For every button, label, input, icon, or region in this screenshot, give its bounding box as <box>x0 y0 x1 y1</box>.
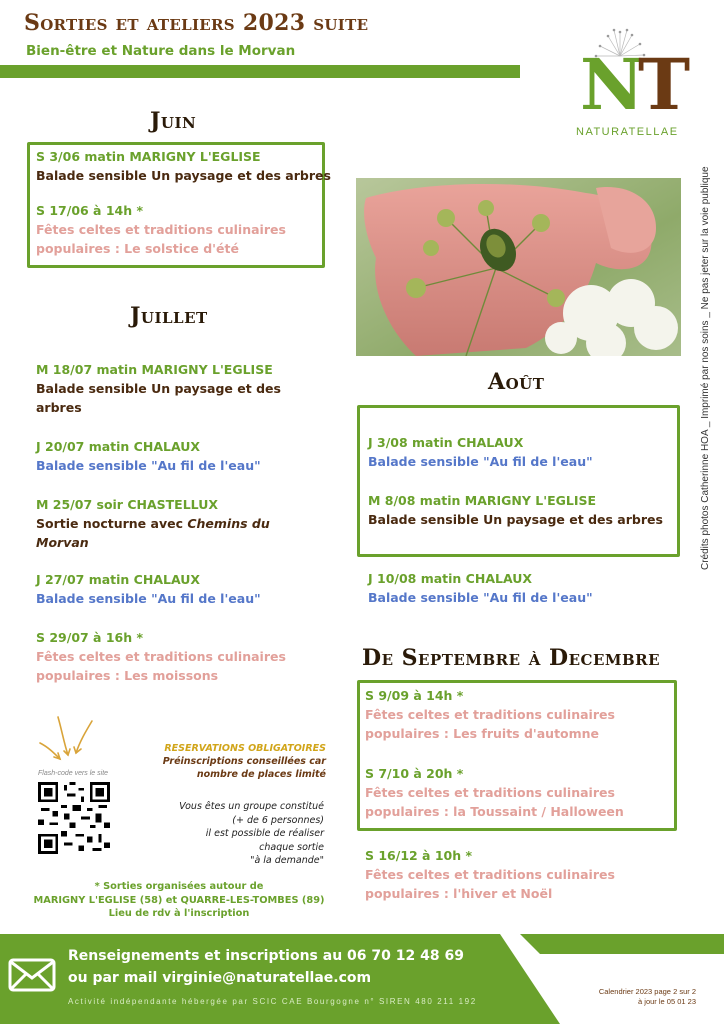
event-title: populaires : Les fruits d'automne <box>365 726 600 741</box>
event-juin-1 <box>36 147 331 185</box>
logo-mark: NT <box>580 43 685 126</box>
event-date: J 10/08 matin CHALAUX <box>368 571 533 586</box>
event-date: S 17/06 à 14h * <box>36 203 144 218</box>
event-date: M 18/07 matin MARIGNY L'EGLISE <box>36 362 273 377</box>
page-title: Sorties et ateliers 2023 suite <box>24 10 369 36</box>
event-title: Sortie nocturne avec Chemins du <box>36 516 270 531</box>
event-date: S 7/10 à 20h * <box>365 766 464 781</box>
event-juin-2 <box>36 201 286 258</box>
footer-legal: Activité indépendante hébergée par SCIC CAE Bourgogne n° SIREN 480 211 192 <box>68 997 477 1006</box>
event-juillet-4 <box>36 570 261 608</box>
page-subtitle: Bien-être et Nature dans le Morvan <box>26 43 296 59</box>
event-date: J 20/07 matin CHALAUX <box>36 439 201 454</box>
event-date: J 3/08 matin CHALAUX <box>368 435 524 450</box>
event-title: Balade sensible "Au fil de l'eau" <box>368 454 593 469</box>
event-title: Balade sensible Un paysage et des arbres <box>36 168 331 183</box>
event-date: S 16/12 à 10h * <box>365 848 473 863</box>
event-title: Balade sensible Un paysage et des <box>36 381 281 396</box>
logo <box>570 28 685 148</box>
aout-frame <box>357 405 680 557</box>
beetle-photo <box>356 178 681 356</box>
event-juillet-1 <box>36 360 281 417</box>
groupe-note: Vous êtes un groupe constitué (+ de 6 personnes) il est possible de réaliser chaque sortie "à la demande" <box>179 801 324 866</box>
event-date: M 25/07 soir CHASTELLUX <box>36 497 218 512</box>
event-juillet-5 <box>36 628 286 685</box>
photo-credits: Crédits photos Catherinne HOA _ Imprimé par nos soins _ Ne pas jeter sur la voie publique <box>700 166 711 570</box>
header-bar <box>0 65 520 78</box>
logo-name: NATURATELLAE <box>576 126 679 138</box>
month-juillet-heading: Juillet <box>130 303 208 329</box>
event-title: Fêtes celtes et traditions culinaires <box>365 707 615 722</box>
event-title: Morvan <box>36 535 89 550</box>
event-title: Balade sensible "Au fil de l'eau" <box>368 590 593 605</box>
event-aout-3 <box>368 569 593 607</box>
event-title: Balade sensible Un paysage et des arbres <box>368 512 663 527</box>
event-title: populaires : Le solstice d'été <box>36 241 239 256</box>
event-date: S 3/06 matin MARIGNY L'EGLISE <box>36 149 261 164</box>
event-aout-2 <box>368 491 663 529</box>
event-title: populaires : l'hiver et Noël <box>365 886 553 901</box>
sorties-note: * Sorties organisées autour de MARIGNY L'EGLISE (58) et QUARRE-LES-TOMBES (89) Lieu de rdv à l'inscription <box>33 881 325 919</box>
event-title: populaires : la Toussaint / Halloween <box>365 804 624 819</box>
calendar-page-info: Calendrier 2023 page 2 sur 2 à jour le 05 01 23 <box>598 987 696 1006</box>
event-automne-2 <box>365 764 624 821</box>
month-aout-heading: Août <box>488 369 545 395</box>
event-date: M 8/08 matin MARIGNY L'EGLISE <box>368 493 597 508</box>
event-date: S 29/07 à 16h * <box>36 630 144 645</box>
event-date: S 9/09 à 14h * <box>365 688 464 703</box>
event-juillet-3 <box>36 495 270 552</box>
mail-icon <box>8 958 56 992</box>
month-juin-heading: Juin <box>150 108 197 134</box>
event-date: J 27/07 matin CHALAUX <box>36 572 201 587</box>
event-title: Fêtes celtes et traditions culinaires <box>36 222 286 237</box>
event-juillet-2 <box>36 437 261 475</box>
event-title: populaires : Les moissons <box>36 668 219 683</box>
event-automne-3 <box>365 846 615 903</box>
reservations-heading: RESERVATIONS OBLIGATOIRES <box>164 743 326 754</box>
footer <box>0 934 724 1024</box>
reservations-note: RESERVATIONS OBLIGATOIRES Préinscriptions conseillées car nombre de places limité <box>150 742 326 781</box>
arrows-icon <box>34 713 96 763</box>
qr-caption: Flash-code vers le site <box>38 770 109 777</box>
event-title: Balade sensible "Au fil de l'eau" <box>36 458 261 473</box>
event-title: Balade sensible "Au fil de l'eau" <box>36 591 261 606</box>
event-aout-1 <box>368 433 593 471</box>
event-title: Fêtes celtes et traditions culinaires <box>365 867 615 882</box>
event-title: arbres <box>36 400 82 415</box>
contact-phone[interactable]: Renseignements et inscriptions au 06 70 12 48 69 <box>68 948 464 964</box>
month-automne-heading: De Septembre à Decembre <box>362 645 661 671</box>
event-title: Fêtes celtes et traditions culinaires <box>36 649 286 664</box>
contact-email[interactable]: ou par mail virginie@naturatellae.com <box>68 970 372 986</box>
qr-code[interactable] <box>38 782 110 854</box>
event-title: Fêtes celtes et traditions culinaires <box>365 785 615 800</box>
event-automne-1 <box>365 686 615 743</box>
